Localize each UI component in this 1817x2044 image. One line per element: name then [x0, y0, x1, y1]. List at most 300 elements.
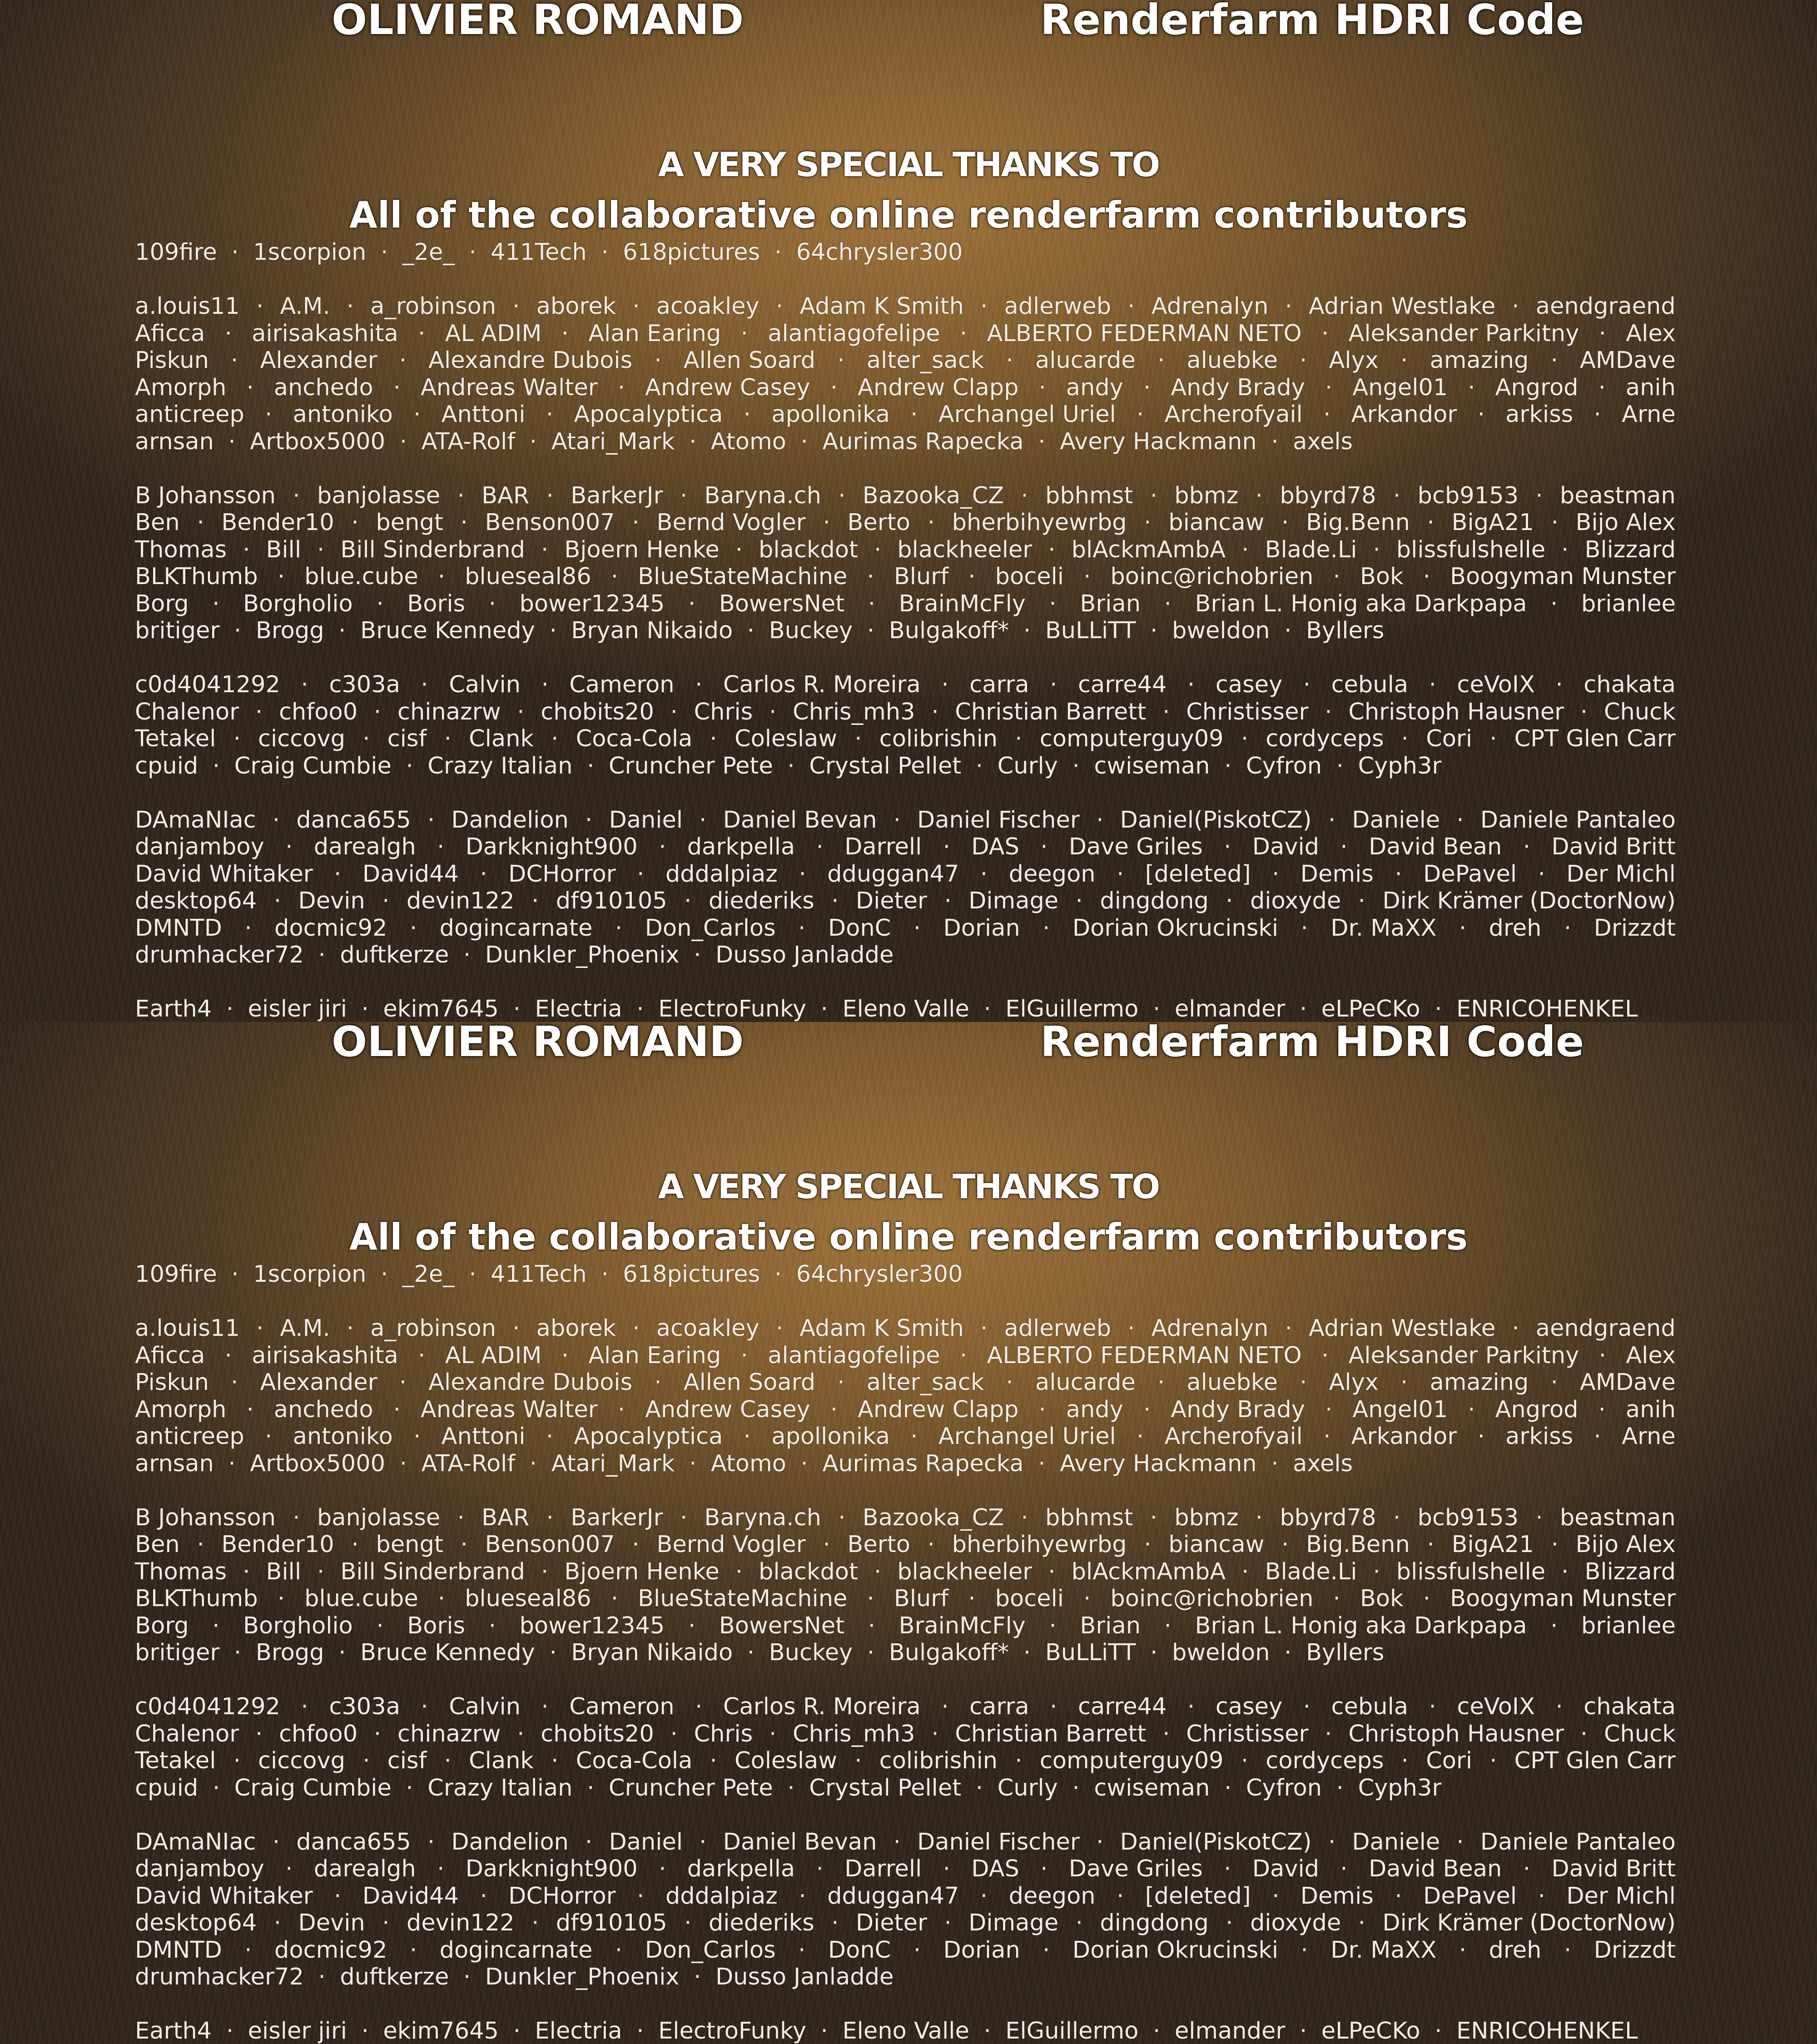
name-separator: ·	[1049, 1612, 1057, 1640]
name-separator: ·	[831, 888, 839, 915]
name-separator: ·	[816, 1855, 824, 1883]
name-separator: ·	[747, 617, 755, 645]
contributor-name: Cori	[1426, 1747, 1472, 1775]
contributor-name: Andrew Casey	[645, 374, 810, 402]
name-separator: ·	[374, 1721, 381, 1748]
contributor-name: carra	[969, 671, 1029, 699]
contributor-name: Cori	[1426, 725, 1472, 753]
name-separator: ·	[351, 509, 358, 536]
contributor-name: cwiseman	[1094, 753, 1210, 780]
name-separator: ·	[1564, 915, 1571, 942]
contributor-name: eLPeCKo	[1321, 996, 1420, 1022]
name-separator: ·	[867, 1585, 874, 1612]
contributor-name: blue.cube	[304, 1585, 418, 1612]
contributor-name: Dusso Janladde	[715, 1964, 894, 1991]
name-separator: ·	[1468, 1396, 1475, 1424]
name-separator: ·	[1224, 1855, 1231, 1883]
contributor-name: Dr. MaXX	[1330, 1937, 1436, 1964]
contributor-name: Dunkler_Phoenix	[485, 942, 680, 969]
name-separator: ·	[680, 1504, 687, 1532]
contributor-name: bbmz	[1174, 1504, 1238, 1532]
contributor-name: Anttoni	[442, 401, 526, 428]
contributor-name: Daniel(PiskotCZ)	[1120, 807, 1311, 834]
name-separator: ·	[854, 1747, 862, 1775]
name-separator: ·	[1127, 293, 1135, 320]
contributor-name: dogincarnate	[440, 915, 593, 942]
name-separator: ·	[816, 833, 824, 861]
name-separator: ·	[1427, 1531, 1435, 1558]
contributor-name: ceVoIX	[1457, 671, 1535, 699]
name-separator: ·	[438, 1585, 445, 1612]
contributor-name: cebula	[1331, 1693, 1409, 1721]
name-separator: ·	[1076, 1910, 1083, 1937]
name-separator: ·	[231, 1369, 238, 1396]
contributor-name: Christisser	[1186, 699, 1308, 726]
name-separator: ·	[243, 1558, 250, 1586]
contributor-name: Big.Benn	[1306, 509, 1410, 536]
name-separator: ·	[1076, 888, 1083, 915]
contributor-name: chfoo0	[279, 699, 357, 726]
name-separator: ·	[512, 1315, 520, 1342]
contributor-name: desktop64	[135, 888, 257, 915]
name-separator: ·	[960, 1342, 967, 1369]
name-separator: ·	[867, 563, 874, 590]
name-separator: ·	[1555, 1693, 1563, 1721]
contributor-name: Alyx	[1329, 1369, 1379, 1396]
contributor-name: arkiss	[1505, 1423, 1573, 1450]
name-separator: ·	[1321, 320, 1329, 347]
name-separator: ·	[799, 1883, 806, 1910]
name-separator: ·	[212, 1612, 219, 1640]
name-separator: ·	[1321, 1342, 1329, 1369]
name-separator: ·	[798, 915, 805, 942]
contributor-name: Benson007	[485, 509, 615, 536]
name-separator: ·	[541, 671, 549, 699]
name-separator: ·	[1241, 536, 1249, 564]
name-separator: ·	[1150, 482, 1157, 510]
name-separator: ·	[1117, 861, 1124, 888]
contributor-name: Brogg	[256, 617, 324, 645]
contributor-name: eLPeCKo	[1321, 2018, 1420, 2044]
name-separator: ·	[1373, 536, 1380, 564]
contributor-name: boceli	[995, 563, 1064, 590]
contributor-name: Dorian	[943, 1937, 1020, 1964]
contributor-name: cwiseman	[1094, 1775, 1210, 1802]
name-separator: ·	[601, 239, 608, 266]
contributor-name: blue.cube	[304, 563, 418, 590]
contributor-name: Daniel Fischer	[917, 1829, 1080, 1856]
name-separator: ·	[1144, 509, 1151, 536]
contributor-name: Boris	[407, 1612, 465, 1640]
name-separator: ·	[931, 1721, 938, 1748]
name-separator: ·	[1021, 482, 1028, 510]
contributor-name: CPT Glen Carr	[1514, 1747, 1676, 1775]
contributor-name: Avery Hackmann	[1060, 1450, 1257, 1478]
name-separator: ·	[546, 401, 553, 428]
name-separator: ·	[1043, 1937, 1050, 1964]
contributor-name: Calvin	[449, 1693, 521, 1721]
contributor-name: Artbox5000	[250, 428, 385, 456]
name-separator: ·	[928, 1531, 935, 1558]
name-separator: ·	[1143, 374, 1151, 402]
contributor-name: Chuck	[1604, 1721, 1676, 1748]
name-separator: ·	[1599, 320, 1606, 347]
contributor-name: banjolasse	[317, 1504, 440, 1532]
name-separator: ·	[960, 320, 967, 347]
contributor-name: Crazy Italian	[427, 1775, 572, 1802]
contributor-name: Baryna.ch	[704, 1504, 821, 1532]
contributor-name: Adrenalyn	[1152, 293, 1269, 320]
contributor-name: Earth4	[135, 996, 212, 1022]
contributor-name: Don_Carlos	[645, 915, 776, 942]
name-separator: ·	[744, 1423, 751, 1450]
name-separator: ·	[517, 699, 524, 726]
contributor-name: biancaw	[1168, 509, 1264, 536]
contributor-name: Chris_mh3	[793, 1721, 915, 1748]
name-separator: ·	[680, 482, 687, 510]
contributor-name: Christian Barrett	[955, 699, 1146, 726]
name-separator: ·	[854, 725, 862, 753]
contributor-name: Arkandor	[1351, 401, 1457, 428]
contributor-name: Arne	[1622, 401, 1676, 428]
name-separator: ·	[1423, 563, 1430, 590]
contributor-name: Curly	[998, 753, 1058, 780]
contributor-name: Chris_mh3	[793, 699, 915, 726]
name-separator: ·	[1478, 401, 1485, 428]
contributor-name: Calvin	[449, 671, 521, 699]
name-separator: ·	[1561, 536, 1569, 564]
name-separator: ·	[585, 1829, 592, 1856]
thanks-heading: A VERY SPECIAL THANKS TO	[0, 1166, 1817, 1207]
name-separator: ·	[769, 699, 776, 726]
contributor-name: Dieter	[856, 1910, 927, 1937]
contributor-name: Apocalyptica	[574, 401, 723, 428]
contributor-name: Bill Sinderbrand	[340, 1558, 525, 1586]
contributor-name: DonC	[828, 1937, 891, 1964]
contributor-name: amazing	[1430, 347, 1529, 374]
name-separator: ·	[1325, 699, 1332, 726]
contributor-name: DonC	[828, 915, 891, 942]
contributor-name: Cyfron	[1246, 753, 1322, 780]
contributor-name: alantiagofelipe	[768, 1342, 940, 1369]
contributor-name: alucarde	[1035, 347, 1136, 374]
name-separator: ·	[1456, 807, 1464, 834]
contributor-name: Daniele Pantaleo	[1480, 1829, 1676, 1856]
name-separator: ·	[1040, 833, 1048, 861]
contributor-name: BowersNet	[719, 590, 844, 618]
contributor-name: deegon	[1009, 1883, 1096, 1910]
name-separator: ·	[1459, 1937, 1466, 1964]
name-separator: ·	[1456, 1829, 1464, 1856]
contributor-name: Boogyman Munster	[1450, 1585, 1676, 1612]
name-separator: ·	[913, 1937, 921, 1964]
contributor-name: Coleslaw	[735, 725, 837, 753]
name-separator: ·	[1039, 1396, 1046, 1424]
name-separator: ·	[1373, 1558, 1380, 1586]
contributor-name: Benson007	[485, 1531, 615, 1558]
contributor-name: arnsan	[135, 1450, 214, 1478]
name-separator: ·	[293, 1504, 300, 1532]
contributor-name: Dorian Okrucinski	[1072, 1937, 1278, 1964]
contributor-name: Atari_Mark	[551, 1450, 675, 1478]
name-separator: ·	[774, 239, 782, 266]
name-separator: ·	[1550, 590, 1558, 618]
contributor-name: dreh	[1489, 1937, 1542, 1964]
contributor-name: Brogg	[256, 1639, 324, 1667]
name-separator: ·	[1049, 590, 1057, 618]
name-separator: ·	[351, 1531, 358, 1558]
contributor-name: Bryan Nikaido	[571, 617, 733, 645]
contributor-name: Tetakel	[135, 1747, 216, 1775]
name-separator: ·	[837, 347, 844, 374]
name-separator: ·	[244, 1937, 252, 1964]
name-separator: ·	[469, 239, 476, 266]
name-separator: ·	[1137, 401, 1144, 428]
contributor-name: A.M.	[280, 1315, 330, 1342]
name-separator: ·	[1423, 1585, 1430, 1612]
contributor-name: blissfulshelle	[1396, 1558, 1545, 1586]
name-separator: ·	[376, 590, 383, 618]
name-separator: ·	[444, 725, 452, 753]
contributor-name: eisler jiri	[248, 2018, 347, 2044]
contributor-name: Angrod	[1495, 1396, 1579, 1424]
name-separator: ·	[800, 1450, 808, 1478]
contributor-name: DAmaNIac	[135, 1829, 256, 1856]
name-separator: ·	[278, 563, 285, 590]
name-separator: ·	[413, 1423, 421, 1450]
name-separator: ·	[334, 861, 341, 888]
name-separator: ·	[265, 1423, 272, 1450]
name-separator: ·	[1512, 1315, 1519, 1342]
name-separator: ·	[1599, 1396, 1606, 1424]
contributor-name: B Johansson	[135, 1504, 276, 1532]
contributor-name: bbhmst	[1045, 1504, 1133, 1532]
contributor-name: blissfulshelle	[1396, 536, 1545, 564]
name-separator: ·	[776, 1315, 783, 1342]
name-separator: ·	[821, 2018, 828, 2044]
contributor-name: Ben	[135, 509, 180, 536]
name-separator: ·	[1561, 1558, 1569, 1586]
contributor-name: _2e_	[402, 1261, 455, 1288]
contributor-name: britiger	[135, 617, 219, 645]
name-separator: ·	[976, 1775, 983, 1802]
name-separator: ·	[632, 293, 640, 320]
contributor-name: airisakashita	[252, 320, 398, 347]
contributor-name: Angel01	[1352, 374, 1448, 402]
contributor-name: David44	[362, 1883, 459, 1910]
name-separator: ·	[1137, 1423, 1144, 1450]
name-separator: ·	[1400, 1369, 1408, 1396]
contributor-name: Curly	[998, 1775, 1058, 1802]
name-separator: ·	[317, 1558, 324, 1586]
contributor-name: Bernd Vogler	[656, 509, 805, 536]
contributor-name: BigA21	[1452, 509, 1534, 536]
contributor-name: ElectroFunky	[658, 996, 806, 1022]
contributor-name: beastman	[1560, 482, 1676, 510]
name-separator: ·	[256, 293, 263, 320]
contributor-name: Chris	[694, 699, 753, 726]
name-separator: ·	[1400, 347, 1408, 374]
name-separator: ·	[1006, 347, 1013, 374]
contributor-name: cordyceps	[1266, 1747, 1384, 1775]
name-separator: ·	[531, 1910, 539, 1937]
name-separator: ·	[551, 1747, 558, 1775]
name-separator: ·	[489, 590, 496, 618]
name-separator: ·	[1281, 1531, 1289, 1558]
contributor-name: boinc@richobrien	[1110, 563, 1313, 590]
name-separator: ·	[362, 2018, 369, 2044]
contributor-name: anih	[1626, 374, 1676, 402]
name-separator: ·	[983, 2018, 991, 2044]
contributor-name: Dr. MaXX	[1330, 915, 1436, 942]
contributor-name: dioxyde	[1250, 1910, 1341, 1937]
name-separator: ·	[1224, 1775, 1231, 1802]
contributor-name: Daniel	[609, 1829, 683, 1856]
name-separator: ·	[1048, 1558, 1055, 1586]
contributor-name: DePavel	[1423, 861, 1517, 888]
name-separator: ·	[980, 1315, 988, 1342]
contributor-name: BarkerJr	[571, 482, 663, 510]
name-separator: ·	[838, 1504, 845, 1532]
name-separator: ·	[1083, 1585, 1091, 1612]
contributor-name: BLKThumb	[135, 1585, 258, 1612]
contributor-name: amazing	[1430, 1369, 1529, 1396]
name-separator: ·	[654, 1369, 661, 1396]
name-separator: ·	[1333, 563, 1340, 590]
contributor-name: Drizzdt	[1594, 1937, 1676, 1964]
name-separator: ·	[457, 1504, 464, 1532]
contributor-name: Archerofyail	[1164, 401, 1302, 428]
contributor-name: dingdong	[1100, 1910, 1209, 1937]
contributor-name: DMNTD	[135, 915, 222, 942]
name-separator: ·	[1143, 1396, 1151, 1424]
name-separator: ·	[231, 239, 238, 266]
contributor-name: BlueStateMachine	[638, 1585, 847, 1612]
name-separator: ·	[1083, 563, 1091, 590]
name-separator: ·	[1048, 536, 1055, 564]
name-separator: ·	[1241, 1558, 1249, 1586]
name-separator: ·	[301, 671, 308, 699]
author-name: OLIVIER ROMAND	[332, 1022, 744, 1067]
name-separator: ·	[1325, 374, 1332, 402]
contributor-name: chakata	[1584, 1693, 1676, 1721]
name-separator: ·	[689, 428, 696, 456]
name-separator: ·	[1599, 1342, 1606, 1369]
name-separator: ·	[225, 1342, 232, 1369]
name-separator: ·	[444, 1747, 452, 1775]
name-separator: ·	[1599, 374, 1606, 402]
name-separator: ·	[654, 347, 661, 374]
contributor-name: Dorian Okrucinski	[1072, 915, 1278, 942]
contributor-name: diederiks	[709, 1910, 814, 1937]
name-separator: ·	[1336, 1775, 1344, 1802]
name-separator: ·	[1226, 888, 1233, 915]
contributor-name: a_robinson	[370, 1315, 496, 1342]
contributor-name: Andrew Clapp	[858, 374, 1019, 402]
contributor-name: apollonika	[771, 1423, 890, 1450]
contributor-name: Baryna.ch	[704, 482, 821, 510]
contributor-name: bower12345	[519, 590, 665, 618]
contributor-name: bbyrd78	[1280, 482, 1376, 510]
contributor-name: 618pictures	[623, 1261, 760, 1288]
contributor-name: Archangel Uriel	[938, 401, 1116, 428]
name-separator: ·	[688, 1612, 695, 1640]
contributor-name: ceVoIX	[1457, 1693, 1535, 1721]
name-separator: ·	[469, 1261, 476, 1288]
name-separator: ·	[231, 347, 238, 374]
contributor-name: aborek	[536, 1315, 616, 1342]
contributor-name: darkpella	[687, 1855, 795, 1883]
contributor-name: Alexandre Dubois	[428, 347, 632, 374]
contributor-name: Dandelion	[451, 1829, 568, 1856]
contributor-name: Aleksander Parkitny	[1348, 320, 1579, 347]
name-separator: ·	[943, 833, 950, 861]
contributor-name: 109fire	[135, 239, 217, 266]
name-separator: ·	[338, 1639, 346, 1667]
name-separator: ·	[1157, 347, 1165, 374]
name-separator: ·	[587, 753, 594, 780]
contributor-name: diederiks	[709, 888, 814, 915]
name-separator: ·	[1226, 1910, 1233, 1937]
name-separator: ·	[1256, 1504, 1263, 1532]
name-separator: ·	[421, 1693, 428, 1721]
contributor-name: Angrod	[1495, 374, 1579, 402]
contributor-name: ciccovg	[258, 1747, 345, 1775]
contributor-name: AL ADIM	[445, 320, 542, 347]
name-separator: ·	[1224, 833, 1231, 861]
name-separator: ·	[1023, 617, 1031, 645]
name-separator: ·	[1333, 1585, 1340, 1612]
contributor-name: Carlos R. Moreira	[723, 1693, 921, 1721]
contributor-name: axels	[1293, 1450, 1353, 1478]
name-separator: ·	[285, 1855, 293, 1883]
name-separator: ·	[1117, 1883, 1124, 1910]
contributor-name: Coleslaw	[735, 1747, 837, 1775]
contributor-name: computerguy09	[1040, 725, 1224, 753]
contributor-name: a_robinson	[370, 293, 496, 320]
contributor-name: apollonika	[771, 401, 890, 428]
name-separator: ·	[636, 996, 644, 1022]
contributor-name: BrainMcFly	[899, 1612, 1026, 1640]
name-separator: ·	[943, 1855, 950, 1883]
contributor-name: Atari_Mark	[551, 428, 675, 456]
contributor-name: blackheeler	[897, 1558, 1032, 1586]
name-separator: ·	[393, 374, 401, 402]
name-separator: ·	[838, 482, 845, 510]
author-name: OLIVIER ROMAND	[332, 0, 744, 45]
contributor-name: DMNTD	[135, 1937, 222, 1964]
name-separator: ·	[561, 320, 569, 347]
contributor-name: ENRICOHENKEL	[1456, 2018, 1638, 2044]
name-separator: ·	[821, 996, 828, 1022]
contributor-name: Chuck	[1604, 699, 1676, 726]
name-separator: ·	[894, 1829, 901, 1856]
contributor-name: Devin	[298, 1910, 365, 1937]
contributor-name: 1scorpion	[253, 1261, 366, 1288]
contributor-name: Bulgakoff*	[889, 617, 1009, 645]
name-separator: ·	[347, 293, 354, 320]
contributor-name: ALBERTO FEDERMAN NETO	[987, 1342, 1301, 1369]
name-separator: ·	[894, 807, 901, 834]
name-separator: ·	[1594, 401, 1601, 428]
name-separator: ·	[774, 1261, 782, 1288]
contributor-name: BowersNet	[719, 1612, 844, 1640]
contributor-name: Boogyman Munster	[1450, 563, 1676, 590]
name-separator: ·	[1325, 1721, 1332, 1748]
contributor-name: Apocalyptica	[574, 1423, 723, 1450]
contributor-name: Adrian Westlake	[1309, 1315, 1495, 1342]
name-separator: ·	[1162, 699, 1170, 726]
